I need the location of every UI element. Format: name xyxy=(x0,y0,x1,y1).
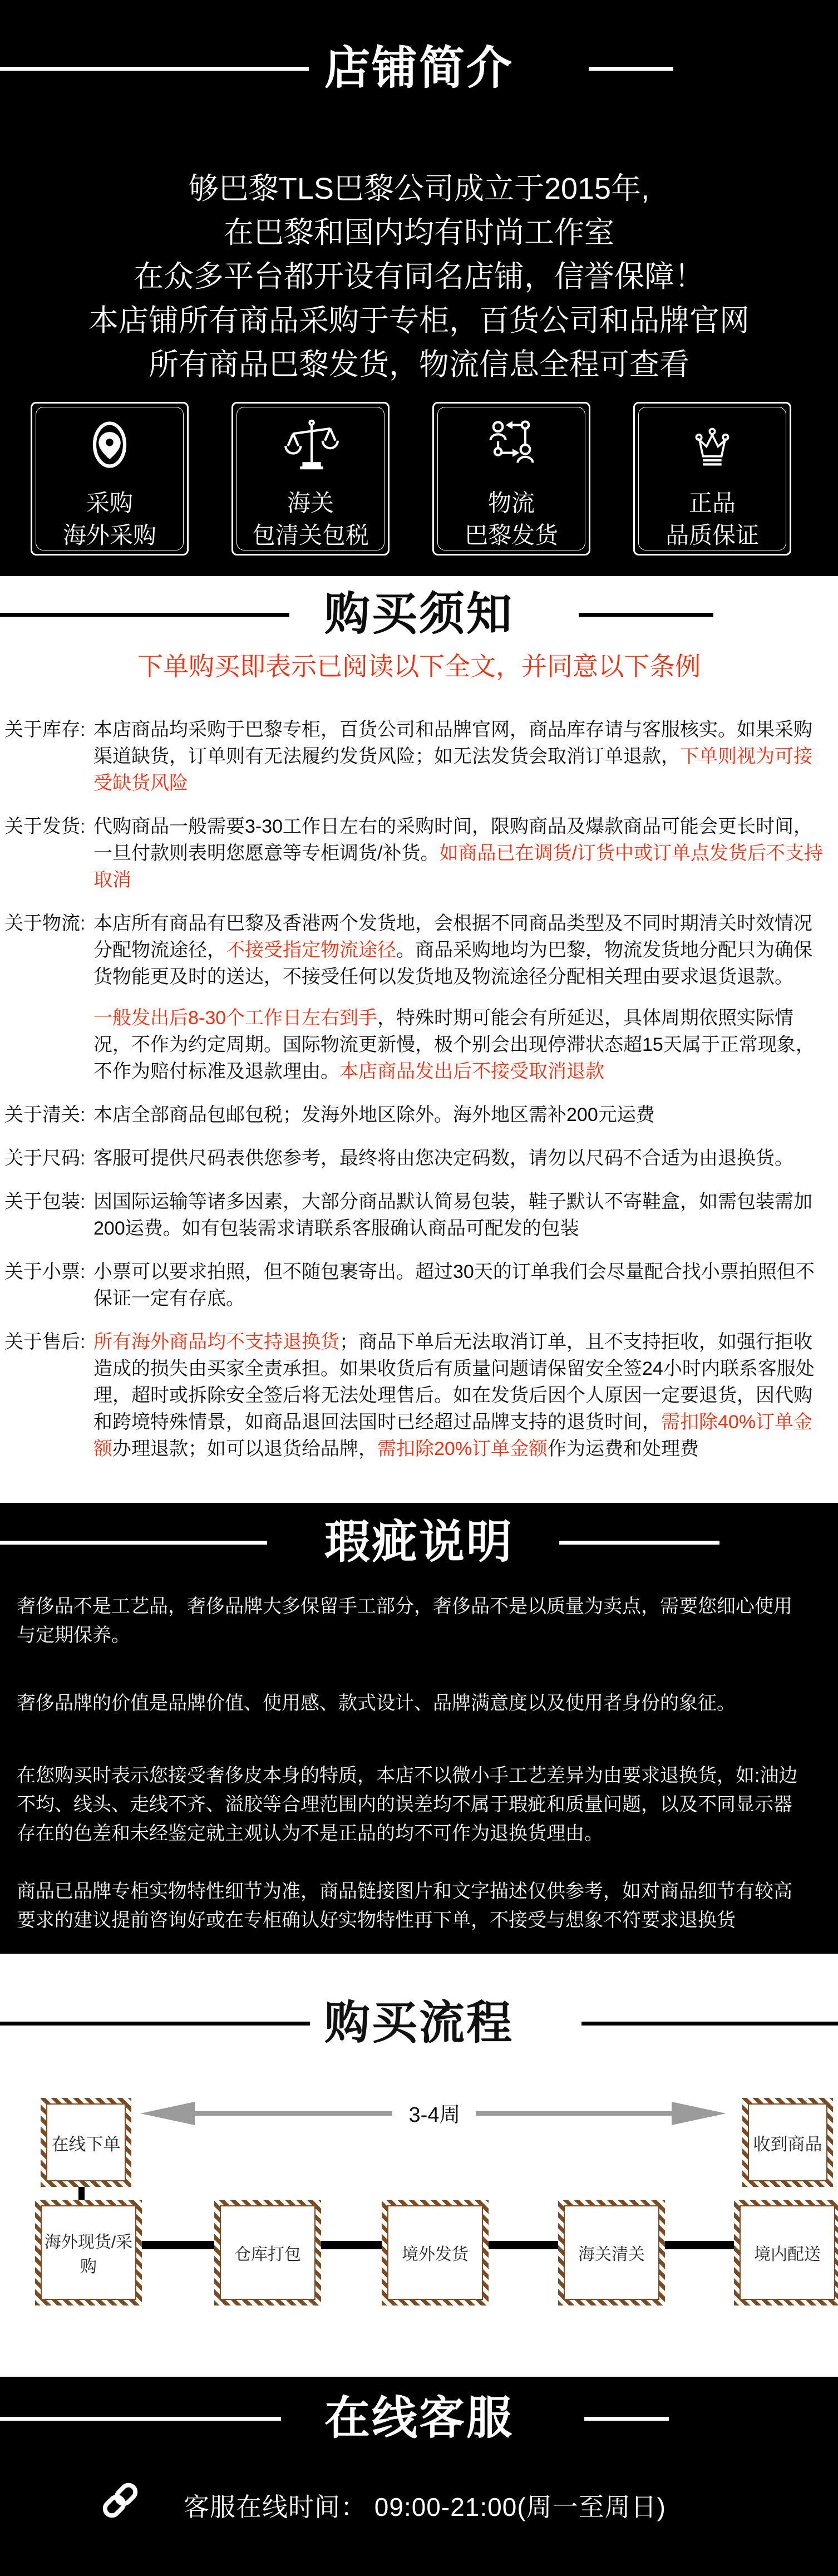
notice-text: 办理退款；如可以退货给品牌， xyxy=(112,1438,377,1459)
defect-paragraph: 奢侈品牌的价值是品牌价值、使用感、款式设计、品牌满意度以及使用者身份的象征。 xyxy=(17,1693,736,1714)
arrow-left-icon xyxy=(140,2102,195,2125)
notice-item xyxy=(4,910,824,1085)
exchange-icon xyxy=(434,416,589,474)
notice-item xyxy=(4,1188,824,1242)
notice-text-highlight: 如商品已在调货/订货中或订单点发货后不支持取消 xyxy=(93,843,823,891)
notice-text-highlight: 需扣除40%订单金额 xyxy=(93,1412,813,1459)
notice-item-body xyxy=(93,1329,824,1462)
title-line-left xyxy=(0,2417,281,2421)
title-line-left xyxy=(0,613,289,617)
intro-line: 在巴黎和国内均有时尚工作室 xyxy=(224,216,614,249)
service-title-row xyxy=(0,2388,838,2449)
section-defect-note xyxy=(0,1503,838,1954)
notice-item-body xyxy=(93,716,824,797)
title-line-right xyxy=(589,67,673,71)
defect-paragraph: 在您购买时表示您接受奢侈皮本身的特质，本店不以微小手工艺差异为由要求退换货，如:油边不均、线头、走线不齐、溢胶等合理范围内的误差均不属于瑕疵和质量问题，以及不同显示器存在的色差和未经鉴定就主观认为不是正品的均不可作为退换货理由。 xyxy=(17,1765,798,1844)
notice-item xyxy=(4,813,824,893)
flow-step-label: 在线下单 xyxy=(46,2103,126,2181)
notice-item-body xyxy=(93,1258,824,1312)
purchase-agreement-alert: 下单购买即表示已阅读以下全文，并同意以下条例 xyxy=(137,652,701,681)
title-line-right xyxy=(559,1541,719,1545)
flow-step-label: 仓库打包 xyxy=(220,2205,316,2300)
title-line-right xyxy=(581,2022,838,2026)
store-intro-title-row xyxy=(0,38,838,99)
arrow-right-icon xyxy=(672,2102,726,2125)
notice-text-highlight: 需扣除20%订单金额 xyxy=(377,1438,548,1459)
chain-link-icon xyxy=(96,2472,145,2531)
flow-step-bottom xyxy=(558,2200,665,2305)
section-store-intro xyxy=(0,0,838,576)
intro-line: 在众多平台都开设有同名店铺，信誉保障！ xyxy=(134,260,704,293)
notice-text: 本店商品均采购于巴黎专柜，百货公司和品牌官网，商品库存请与客服核实。如果采购渠道缺货，订单则有无法履约发货风险；如无法发货会取消订单退款， xyxy=(93,719,812,767)
notice-text-highlight: 不接受指定物流途径 xyxy=(226,940,396,961)
notice-item-label: 关于清关: xyxy=(4,1104,86,1125)
process-title-row xyxy=(0,1993,838,2054)
notice-item xyxy=(4,716,824,797)
notice-item-body xyxy=(93,813,824,893)
notice-text-highlight: 本店商品发出后不接受取消退款 xyxy=(339,1061,604,1082)
intro-line: 够巴黎TLS巴黎公司成立于2015年, xyxy=(188,172,650,205)
feature-box xyxy=(31,402,189,555)
notice-item-label: 关于包装: xyxy=(4,1191,86,1212)
section-title: 在线客服 xyxy=(324,2393,514,2444)
notice-text: 小票可以要求拍照，但不随包裹寄出。超过30天的订单我们会尽量配合找小票拍照但不保证一定有存底。 xyxy=(93,1261,815,1309)
title-line-right xyxy=(584,2417,669,2421)
notice-item-label: 关于小票: xyxy=(4,1261,86,1282)
notice-text: 因国际运输等诸多因素，大部分商品默认简易包装，鞋子默认不寄鞋盒，如需包装需加200运费。如有包装需求请联系客服确认商品可配发的包装 xyxy=(93,1191,812,1239)
notice-item-body xyxy=(93,1102,824,1128)
section-purchase-process xyxy=(0,1954,838,2377)
location-pin-icon xyxy=(32,416,187,474)
section-title: 购买须知 xyxy=(324,589,514,640)
notice-text-highlight: 所有海外商品均不支持退换货 xyxy=(93,1331,339,1353)
feature-box xyxy=(633,402,791,555)
title-line-right xyxy=(579,613,713,617)
title-line-left xyxy=(0,2022,310,2026)
flow-step-bottom xyxy=(382,2200,489,2305)
flow-connector xyxy=(477,2241,558,2249)
feature-box xyxy=(231,402,390,555)
flow-step-bottom xyxy=(214,2200,321,2305)
notice-text: 代购商品一般需要3-30工作日左右的采购时间，限购商品及爆款商品可能会更长时间，一旦付款则表明您愿意等专柜调货/补货。 xyxy=(93,816,813,864)
feature-label-2: 品质保证 xyxy=(665,522,759,548)
notice-text: 本店所有商品有巴黎及香港两个发货地，会根据不同商品类型及不同时期清关时效情况分配物流途径， xyxy=(93,913,812,961)
defect-paragraphs xyxy=(17,1592,807,1935)
notice-item xyxy=(4,1145,824,1172)
feature-label-1: 采购 xyxy=(86,490,133,516)
flow-step-label: 境外发货 xyxy=(387,2205,483,2300)
flow-connector xyxy=(131,2241,214,2249)
notice-list xyxy=(4,716,824,1479)
title-line-left xyxy=(0,67,309,71)
notice-text: ，特殊时期可能会有所延迟，具体周期依照实际情况，不作为约定周期。国际物流更新慢，极个别会出现停滞状态超15天属于正常现象，不作为赔付标准及退款理由。 xyxy=(93,1007,815,1082)
flow-step-label: 境内配送 xyxy=(740,2205,835,2300)
intro-line: 本店铺所有商品采购于专柜，百货公司和品牌官网 xyxy=(88,304,750,337)
arrow-right-bar xyxy=(476,2111,672,2116)
notice-item-label: 关于售后: xyxy=(4,1331,86,1353)
crown-icon xyxy=(635,416,790,474)
notice-text: 本店全部商品包邮包税；发海外地区除外。海外地区需补200元运费 xyxy=(93,1104,655,1125)
flow-step-top xyxy=(742,2098,833,2187)
arrow-left-bar xyxy=(194,2111,392,2116)
notice-item-label: 关于物流: xyxy=(4,913,86,934)
notice-text: ；商品下单后无法取消订单，且不支持拒收，如强行拒收造成的损失由买家全责承担。如果收货后有质量问题请保留安全签24小时内联系客服处理，超时或拆除安全签后将无法处理售后。如在发货后因个人原因一定要退货，因代购和跨境特殊情景，如商品退回法国时已经超过品牌支持的退货时间， xyxy=(93,1331,815,1433)
flow-step-label: 海关清关 xyxy=(564,2205,659,2300)
notice-text: 作为运费和处理费 xyxy=(548,1438,699,1459)
flow-step-bottom xyxy=(734,2200,838,2305)
flow-step-top xyxy=(41,2098,131,2187)
feature-label-1: 物流 xyxy=(487,490,535,516)
feature-label-2: 海外采购 xyxy=(62,522,156,548)
section-online-service xyxy=(0,2377,838,2576)
feature-label-1: 正品 xyxy=(688,490,736,516)
feature-box xyxy=(432,402,590,555)
feature-label-2: 包清关包税 xyxy=(252,522,369,548)
notice-text-highlight: 下单则视为可接受缺货风险 xyxy=(93,746,812,794)
notice-item xyxy=(4,1258,824,1312)
notice-item xyxy=(4,1329,824,1462)
section-title: 瑕疵说明 xyxy=(324,1517,514,1567)
notice-item-body xyxy=(93,1188,824,1242)
notice-item-body xyxy=(93,1145,824,1172)
flow-step-bottom xyxy=(35,2200,142,2305)
duration-label: 3-4周 xyxy=(408,2103,461,2127)
notice-item-label: 关于尺码: xyxy=(4,1148,86,1169)
section-title: 购买流程 xyxy=(324,1998,514,2048)
intro-line: 所有商品巴黎发货，物流信息全程可查看 xyxy=(149,348,689,381)
defect-paragraph: 奢侈品不是工艺品，奢侈品牌大多保留手工部分，奢侈品不是以质量为卖点，需要您细心使用与定期保养。 xyxy=(17,1596,792,1646)
notice-text: 。商品采购地均为巴黎，物流发货地分配只为确保货物能更及时的送达，不接受任何以发货地及物流途径分配相关理由要求退货退款。 xyxy=(93,940,812,987)
flow-connector xyxy=(654,2241,734,2249)
scales-icon xyxy=(233,416,388,474)
service-hours: 客服在线时间： 09:00-21:00(周一至周日) xyxy=(184,2493,666,2521)
purchase-notice-title-row xyxy=(0,584,838,645)
title-line-left xyxy=(0,1541,267,1545)
store-intro-text xyxy=(0,167,838,387)
notice-item xyxy=(4,1102,824,1128)
feature-label-2: 巴黎发货 xyxy=(464,522,558,548)
section-title: 店铺简介 xyxy=(324,43,514,94)
notice-item-label: 关于发货: xyxy=(4,816,86,837)
feature-label-1: 海关 xyxy=(287,490,334,516)
features xyxy=(31,402,791,555)
notice-text-highlight: 一般发出后8-30个工作日左右到手 xyxy=(93,1007,378,1029)
flow-step-label: 收到商品 xyxy=(748,2103,827,2181)
defect-title-row xyxy=(0,1512,838,1573)
flow-step-label: 海外现货/采购 xyxy=(41,2205,136,2300)
section-purchase-notice xyxy=(0,576,838,1503)
notice-text: 客服可提供尺码表供您参考，最终将由您决定码数，请勿以尺码不合适为由退换货。 xyxy=(93,1148,793,1169)
notice-item-body xyxy=(93,910,824,1085)
notice-item-label: 关于库存: xyxy=(4,719,86,740)
defect-paragraph: 商品已品牌专柜实物特性细节为准，商品链接图片和文字描述仅供参考，如对商品细节有较高要求的建议提前咨询好或在专柜确认好实物特性再下单，不接受与想象不符要求退换货 xyxy=(17,1881,792,1931)
